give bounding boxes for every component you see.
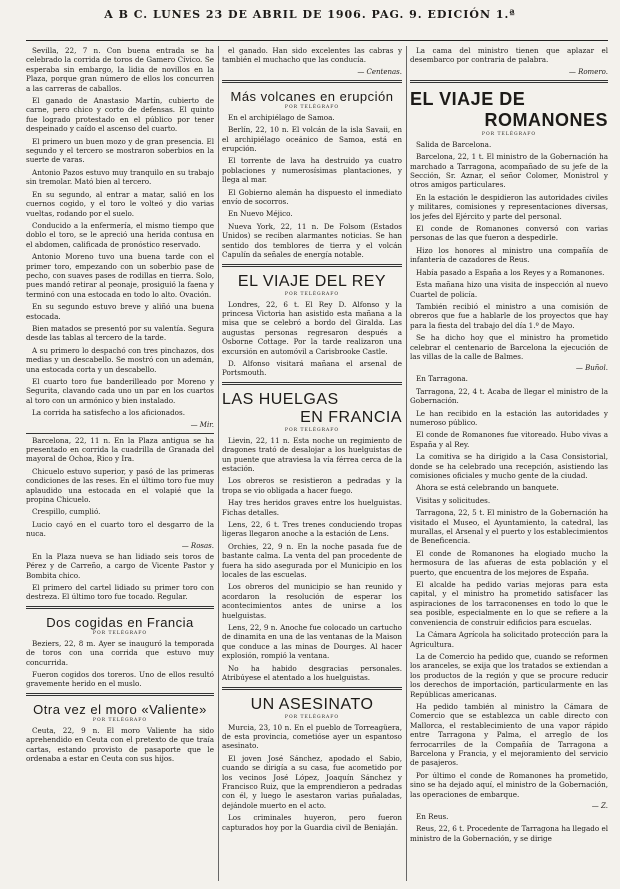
article-paragraph: Se ha dicho hoy que el ministro ha prometido celebrar el centenario de Barcelona la ejecución de las villas de la calle de Balmes.	[410, 333, 608, 361]
article-paragraph: Orchies, 22, 9 n. En la noche pasada fue de bastante calma. La venta del pan procedente de fuera ha sido asegurada por el Municipio en los locales de las escuelas.	[222, 541, 402, 580]
column-divider-1	[218, 46, 219, 881]
article-paragraph: En su segundo, al entrar a matar, salió en los cuernos cogido, y el toro le volteó y dio varias vueltas, rodando por el suelo.	[26, 189, 214, 218]
article-paragraph: El alcalde ha pedido varias mejoras para esta capital, y el ministro ha prometido satisfacer las aspiraciones de los tarraconenses en todo lo que le sea posible, especialmente en lo que se refiere a la conveniencia de construir edificios para escuelas.	[410, 580, 608, 627]
article-paragraph: Lievin, 22, 11 n. Esta noche un regimiento de dragones trató de desalojar a los huelguistas de un puente que atraviesa la vía férrea cerca de la estación.	[222, 435, 402, 473]
article-paragraph: El conde de Romanones ha elogiado mucho la hermosura de las afueras de esta población y el puerto, que encuentra de los mejores de España.	[410, 548, 608, 577]
article-paragraph: En Reus.	[416, 812, 449, 821]
separator	[222, 80, 402, 83]
headline-viaje-romanones-2: ROMANONES	[484, 109, 608, 130]
article-paragraph: el ganado. Han sido excelentes las cabras y también el muchacho que las conducía.	[222, 46, 402, 65]
article-paragraph: Hizo los honores al ministro una compañía de infantería de cazadores de Reus.	[410, 245, 608, 265]
article-paragraph: En Tarragona.	[416, 374, 468, 384]
subheading: POR TELÉGRAFO	[284, 291, 340, 297]
column-1	[26, 46, 214, 881]
article-paragraph: El joven José Sánchez, apodado el Sabio, cuando se dirigía a su casa, fue acometido por los vecinos José López, Joaquín Sánchez y Francisco Ruiz, que la emprendieron a pedradas con él, y luego le asestaron varias puñaladas, dejándole muerto en el acto.	[222, 753, 402, 810]
article-paragraph: En el archipiélago de Samoa.	[228, 112, 335, 122]
article-paragraph: Crespillo, cumplió.	[32, 507, 101, 517]
article-paragraph: Reus, 22, 6 t. Procedente de Tarragona ha llegado el ministro de la Gobernación, y se dirige	[410, 824, 608, 843]
article-paragraph: También recibió el ministro a una comisión de obreros que fue a hablarle de los proyectos que hay para la fiesta del trabajo del día 1.º de Mayo.	[410, 301, 608, 330]
article-paragraph: No ha habido desgracias personales. Atribúyese el atentado a los huelguistas.	[222, 663, 402, 683]
subheading: POR TELÉGRAFO	[92, 717, 148, 723]
column-3	[410, 46, 608, 881]
article-signature: — Mir.	[190, 420, 214, 429]
separator	[410, 80, 608, 83]
article-paragraph: Antonio Moreno tuvo una buena tarde con el primer toro, empezando con un soberbio pase de pecho, con suaves pases de rodillas en tierra. Solo, pues mandó retirar al peonaje, prosiguió la faena y terminó con una estocada en todo lo alto. Ovación.	[26, 252, 214, 299]
headline-viaje-rey: EL VIAJE DEL REY	[237, 272, 387, 290]
article-paragraph: La comitiva se ha dirigido a la Casa Consistorial, donde se ha celebrado una recepción, asistiendo las comisiones oficiales y mucho gente de la ciudad.	[410, 452, 608, 480]
article-paragraph: Lens, 22, 9 n. Anoche fue colocado un cartucho de dinamita en una de las ventanas de la Maison que conduce a las minas de Dourges. Al hacer explosión, rompió la ventana.	[222, 623, 402, 661]
article-paragraph: A su primero lo despachó con tres pinchazos, dos medias y un descabello. Se mostró con un ademán, una estocada corta y un descabello.	[26, 345, 214, 374]
article-paragraph: D. Alfonso visitará mañana el arsenal de Portsmouth.	[222, 358, 402, 378]
column-divider-2	[406, 46, 407, 881]
article-paragraph: El cuarto toro fue banderilleado por Moreno y Segurita, clavando cada uno un par en los cuartos al toro con un armónico y bien instalado.	[26, 377, 214, 405]
article-paragraph: Los criminales huyeron, pero fueron capturados hoy por la Guardia civil de Beniaján.	[222, 813, 402, 832]
article-paragraph: Visitas y solicitudes.	[416, 495, 491, 505]
article-paragraph: Tarragona, 22, 5 t. El ministro de la Gobernación ha visitado el Museo, el Ayuntamiento, la catedral, las murallas, el Arsenal y el puerto y los establecimientos de Beneficencia.	[410, 508, 608, 546]
article-paragraph: Antonio Pazos estuvo muy tranquilo en su trabajo sin tremolar. Mató bien al tercero.	[26, 167, 214, 187]
article-paragraph: La corrida ha satisfecho a los aficionados.	[32, 408, 185, 418]
headline-huelgas-1: LAS HUELGAS	[222, 390, 339, 408]
separator	[26, 606, 214, 609]
article-paragraph: Nueva York, 22, 11 n. De Folsom (Estados Unidos) se reciben alarmantes noticias. Se han sentido dos temblores de tierra y el volcán Capulín da señales de energía notable.	[222, 221, 402, 260]
article-paragraph: Murcia, 23, 10 n. En el pueblo de Torreagüera, de esta provincia, cometióse ayer un espantoso asesinato.	[222, 722, 402, 751]
article-paragraph: Conducido a la enfermería, el mismo tiempo que doblo el toro, se le apreció una herida contusa en el abdomen, calificada de pronóstico reservado.	[26, 220, 214, 249]
article-paragraph: Chicuelo estuvo superior, y pasó de las primeras condiciones de las reses. En el último toro fue muy aplaudido una estocada en el volapié que la propina Chicuelo.	[26, 466, 214, 505]
article-paragraph: Lucio cayó en el cuarto toro el desgarro de la nuca.	[26, 519, 214, 539]
article-signature: — Z.	[591, 802, 608, 810]
separator	[26, 693, 214, 696]
headline-moro: Otra vez el moro «Valiente»	[33, 701, 207, 717]
header-rule	[26, 40, 608, 41]
article-paragraph: Le han recibido en la estación las autoridades y numeroso público.	[410, 408, 608, 427]
article-paragraph: En Nuevo Méjico.	[228, 209, 293, 219]
article-paragraph: Ahora se está celebrando un banquete.	[416, 483, 559, 493]
article-paragraph: El conde de Romanones fue vitoreado. Hubo vivas a España y al Rey.	[410, 430, 608, 449]
article-paragraph: Salida de Barcelona.	[416, 139, 492, 149]
article-paragraph: Beziers, 22, 8 m. Ayer se inauguró la temporada de toros con una corrida que estuvo muy concurrida.	[26, 638, 214, 667]
separator	[26, 433, 214, 434]
article-paragraph: El primero del cartel lidiado su primer toro con destreza. El último toro fue tocado. Regular.	[26, 582, 214, 602]
article-paragraph: La cama del ministro tienen que aplazar el desembarco por contraria de palabra.	[410, 46, 608, 65]
article-paragraph: Tarragona, 22, 4 t. Acaba de llegar el ministro de la Gobernación.	[410, 386, 608, 406]
headline-volcanes: Más volcanes en erupción	[230, 88, 394, 104]
article-paragraph: Sevilla, 22, 7 n. Con buena entrada se ha celebrado la corrida de toros de Gamero Cívico. Se esperaba sin embargo, la lidia de novillos en la Plaza, porque gran número de ellos los concurren a las carreras de caballos.	[26, 46, 214, 93]
article-paragraph: Lens, 22, 6 t. Tres trenes conduciendo tropas ligeras llegaron anoche a la estación de Lens.	[222, 520, 402, 539]
headline-viaje-romanones-1: EL VIAJE DE	[410, 88, 526, 109]
subheading: POR TELÉGRAFO	[284, 427, 340, 433]
article-paragraph: Fueron cogidos dos toreros. Uno de ellos resultó gravemente herido en el muslo.	[26, 669, 214, 689]
article-signature: — Centenas.	[357, 67, 402, 76]
article-paragraph: El primero un buen mozo y de gran presencia. El segundo y el tercero se mostraron soberbios en la suerte de varas.	[26, 136, 214, 165]
article-paragraph: Los obreros del municipio se han reunido y acordaron la resolución de esperar los acontecimientos antes de unirse a los huelguistas.	[222, 582, 402, 620]
subheading: POR TELÉGRAFO	[481, 131, 537, 137]
separator	[222, 264, 402, 267]
article-paragraph: La Cámara Agrícola ha solicitado protección para la Agricultura.	[410, 630, 608, 649]
separator	[222, 687, 402, 690]
subheading: POR TELÉGRAFO	[284, 714, 340, 720]
article-signature: — Buñol.	[575, 364, 608, 373]
article-paragraph: Los obreros se resistieron a pedradas y la tropa se vio obligada a hacer fuego.	[222, 476, 402, 495]
headline-huelgas-2: EN FRANCIA	[300, 408, 402, 426]
article-paragraph: En la Plaza nueva se han lidiado seis toros de Pérez y de Carreño, a cargo de Vicente Pastor y Bombita chico.	[26, 551, 214, 580]
page-header: A B C. LUNES 23 DE ABRIL DE 1906. PAG. 9. EDICIÓN 1.ª	[104, 8, 516, 21]
article-paragraph: En la estación le despidieron las autoridades civiles y militares, comisiones y representaciones diversas, los jefes del Ejército y parte del personal.	[410, 192, 608, 221]
separator	[222, 382, 402, 385]
article-paragraph: Ha pedido también al ministro la Cámara de Comercio que se establezca un cable directo con Mallorca, el restablecimiento de una vapor rápido entre Tarragona y Palma, el arreglo de los ferrocarriles de la Compañía de Tarragona a Barcelona y Francia, y el mejoramiento del servicio de pasajeros.	[410, 701, 608, 768]
article-paragraph: El torrente de lava ha destruido ya cuatro poblaciones y numerosísimas plantaciones, y llega al mar.	[222, 156, 402, 185]
article-signature: — Rosas.	[181, 541, 214, 550]
article-paragraph: Barcelona, 22, 11 n. En la Plaza antigua se ha presentado en corrida la cuadrilla de Granada del mayoral de Ochoa, Rico y Ira.	[26, 435, 214, 464]
article-paragraph: El conde de Romanones conversó con varias personas de las que fueron a despedirle.	[410, 224, 608, 243]
column-2	[222, 46, 402, 881]
article-paragraph: Por último el conde de Romanones ha prometido, sino se ha dejado aquí, el ministro de la Gobernación, las operaciones de embarque.	[410, 770, 608, 799]
article-paragraph: La de Comercio ha pedido que, cuando se reformen los aranceles, se exija que los tratados se extiendan a los productos de la región y que se procure reducir los derechos de importación, particularmente en las Repúblicas americanas.	[410, 651, 608, 699]
article-paragraph: Hay tres heridos graves entre los huelguistas. Fichas detalles.	[222, 498, 402, 517]
subheading: POR TELÉGRAFO	[284, 104, 340, 110]
article-paragraph: En su segundo estuvo breve y aliñó una buena estocada.	[26, 302, 214, 321]
article-paragraph: El ganado de Anastasio Martín, cubierto de carne, pero chico y corto de defensas. El quinto fue logrado protestado en el público por tener despeinado y caído el ascenso del cuarto.	[26, 96, 214, 134]
article-paragraph: Había pasado a España a los Reyes y a Romanones.	[416, 267, 605, 277]
article-paragraph: Ceuta, 22, 9 n. El moro Valiente ha sido aprehendido en Ceuta con el pretexto de que traía cartas, estando provisto de pasaporte que le ordenaba a estar en Ceuta con sus hijos.	[26, 725, 214, 763]
article-paragraph: Barcelona, 22, 1 t. El ministro de la Gobernación ha marchado a Tarragona, acompañado de su jefe de la Sección, Sr. Aznar, el señor Colomer, Monistrol y otros amigos particulares.	[410, 152, 608, 190]
subheading: POR TELÉGRAFO	[92, 630, 148, 636]
headline-cogidas: Dos cogidas en Francia	[46, 614, 194, 630]
article-paragraph: Londres, 22, 6 t. El Rey D. Alfonso y la princesa Victoria han asistido esta mañana a la misa que se celebró a bordo del Giralda. Las augustas personas regresaron después a Osborne Cottage. Por la tarde realizaron una excursión en automóvil a Carisbrooke Castle.	[222, 299, 402, 356]
article-paragraph: Berlín, 22, 10 n. El volcán de la isla Savaii, en el archipiélago oceánico de Samoa, está en erupción.	[222, 125, 402, 154]
article-signature: — Romero.	[568, 67, 608, 76]
article-paragraph: Bien matados se presentó por su valentía. Segura desde las tablas al tercero de la tarde.	[26, 323, 214, 343]
headline-asesinato: UN ASESINATO	[250, 695, 374, 713]
article-paragraph: El Gobierno alemán ha dispuesto el inmediato envío de socorros.	[222, 187, 402, 207]
article-paragraph: Esta mañana hizo una visita de inspección al nuevo Cuartel de policía.	[410, 280, 608, 299]
